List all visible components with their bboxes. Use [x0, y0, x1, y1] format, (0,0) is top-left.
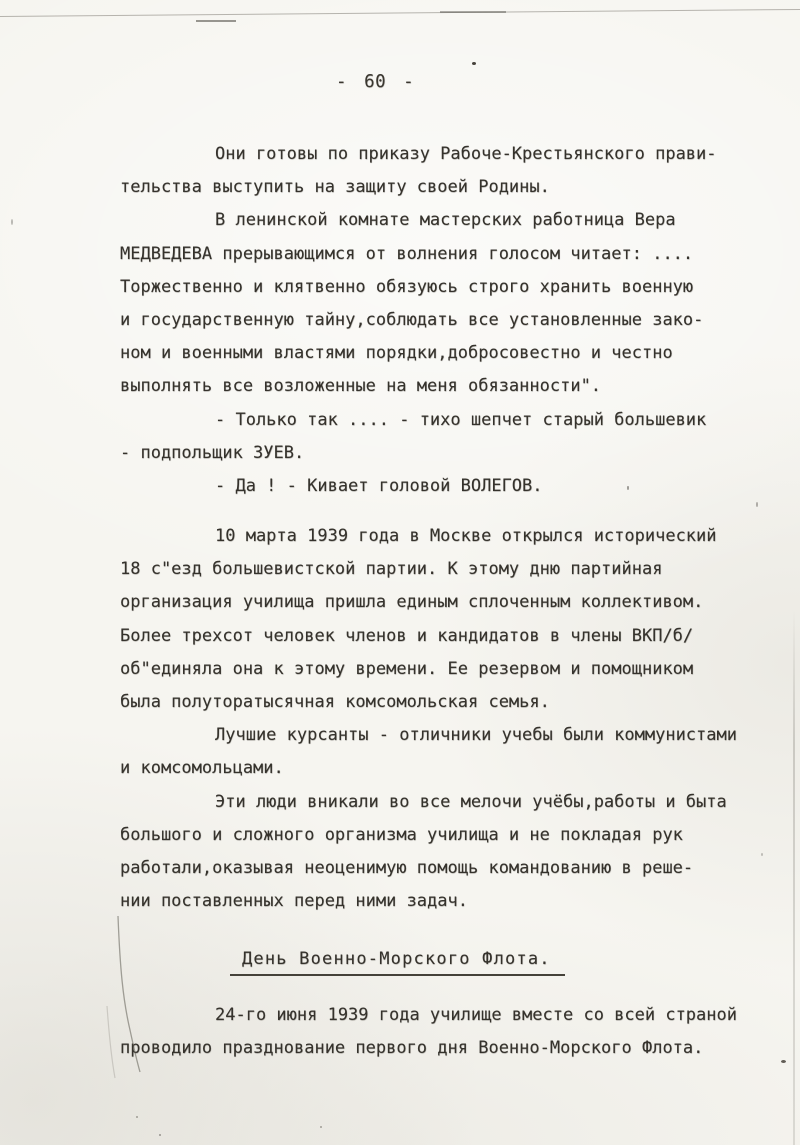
text-line: Они готовы по приказу Рабоче-Крестьянского прави- [215, 144, 717, 164]
section-heading-line [120, 943, 740, 976]
text-line: проводило празднование первого дня Военно-Морского Флота. [120, 1037, 704, 1058]
paragraph [120, 470, 740, 503]
text-line: Торжественно и клятвенно обязуюсь строго хранить военную [120, 276, 694, 297]
scan-artifact-dash [196, 20, 236, 22]
ink-speck [761, 853, 763, 856]
ink-speck [159, 1134, 161, 1136]
text-line: нии поставленных перед ними задач. [120, 891, 468, 912]
text-line: Лучшие курсанты - отличники учебы были коммунистами [215, 725, 737, 746]
text-line: Эти люди вникали во все мелочи учёбы,работы и быта [215, 791, 727, 812]
text-line: и комсомольцами. [120, 758, 284, 779]
text-line: тельства выступить на защиту своей Родины. [120, 177, 550, 198]
text-line: ном и военными властями порядки,добросовестно и честно [120, 343, 673, 364]
text-line: об"единяла она к этому времени. Ее резервом и помощником [120, 658, 694, 679]
scan-artifact-edge-shadow [793, 610, 795, 1145]
text-line: выполнять все возложенные на меня обязанности". [120, 376, 602, 397]
text-line: 18 с"езд большевистской партии. К этому дню партийная [120, 559, 663, 580]
text-line: МЕДВЕДЕВА прерывающимся от волнения голосом читает: .... [120, 243, 694, 264]
paragraph [120, 999, 740, 1065]
text-line: большого и сложного организма училища и не покладая рук [120, 824, 683, 845]
text-line: была полуторатысячная комсомольская семья. [120, 692, 550, 712]
text-line: - Только так .... - тихо шепчет старый большевик [215, 409, 707, 430]
paragraph [120, 204, 740, 403]
ink-speck [11, 219, 13, 225]
paragraph [120, 520, 740, 719]
ink-speck [136, 1116, 138, 1118]
page-number: - 60 - [336, 72, 415, 92]
ink-speck [472, 62, 476, 65]
section-heading [120, 943, 740, 976]
heading-underline: День Военно-Морского Флота. [230, 947, 565, 976]
text-line: - Да ! - Кивает головой ВОЛЕГОВ. [215, 475, 543, 496]
paragraph [120, 138, 740, 204]
ink-speck [781, 1060, 786, 1063]
paragraph [120, 404, 740, 470]
ink-speck [627, 486, 629, 490]
text-line: 24-го июня 1939 года училище вместе со всей страной [215, 1004, 737, 1025]
ink-speck [756, 502, 758, 507]
ink-speck [320, 1126, 322, 1128]
scan-artifact-fold-line [0, 9, 800, 17]
text-column [120, 138, 740, 1065]
text-line: В ленинской комнате мастерских работница Вера [215, 210, 676, 231]
text-line: - подпольщик ЗУЕВ. [120, 442, 305, 463]
text-line: организация училища пришла единым сплоченным коллективом. [120, 592, 704, 613]
text-line: и государственную тайну,соблюдать все установленные зако- [120, 309, 704, 330]
scan-artifact-dash [440, 11, 506, 13]
paragraph [120, 719, 740, 785]
text-line: Более трехсот человек членов и кандидатов в члены ВКП/б/ [120, 625, 694, 646]
text-line: работали,оказывая неоценимую помощь командованию в реше- [120, 857, 694, 878]
text-line: 10 марта 1939 года в Москве открылся исторический [215, 526, 717, 547]
paragraph [120, 786, 740, 919]
